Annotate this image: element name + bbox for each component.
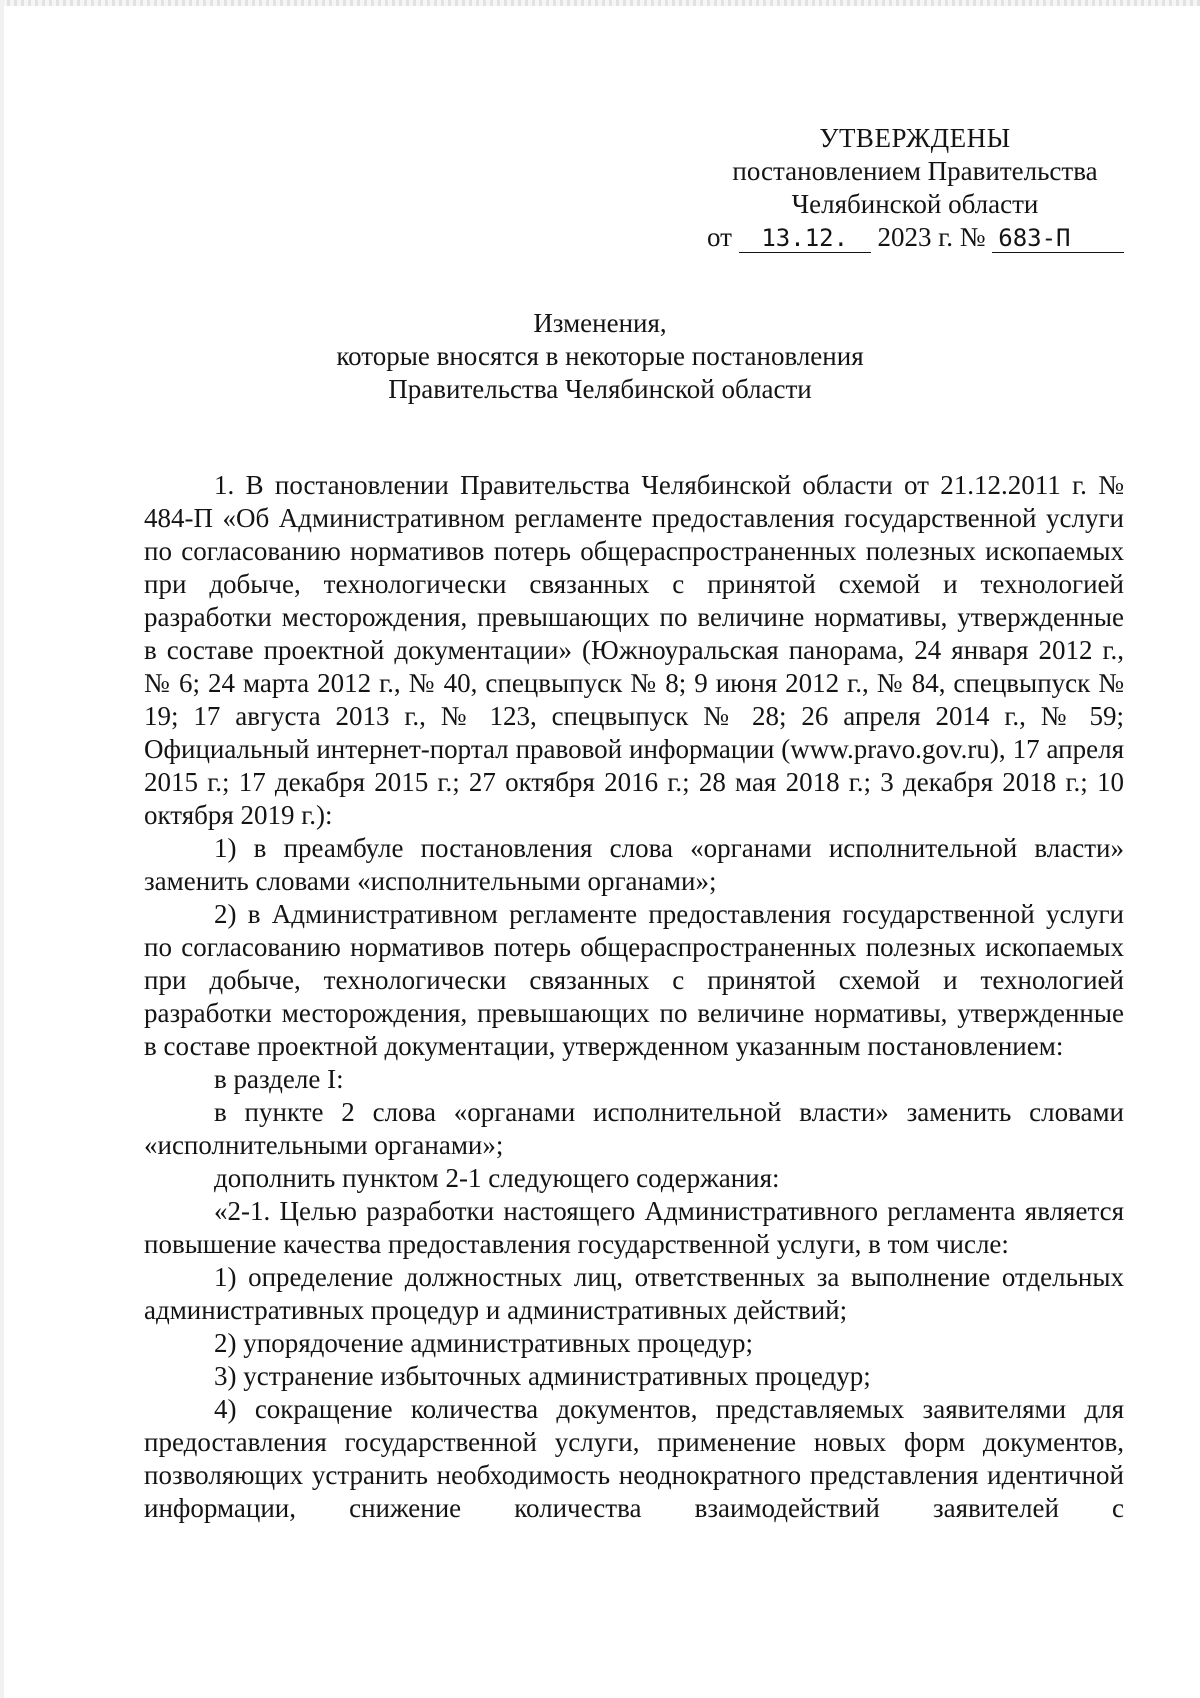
paragraph-4: в разделе I: [214, 1064, 344, 1094]
scan-top-edge [0, 0, 1200, 6]
approval-title: УТВЕРЖДЕНЫ [819, 123, 1011, 153]
approval-date-line [700, 221, 1130, 254]
paragraph-2: 1) в преамбуле постановления слова «органами исполнительной власти» заменить словами «исполнительными органами»; [144, 833, 1124, 896]
paragraph-7: «2-1. Целью разработки настоящего Административного регламента является повышение качества предоставления государственной услуги, в том числе: [144, 1196, 1124, 1259]
document-heading [0, 307, 1200, 406]
paragraph-1: 1. В постановлении Правительства Челябинской области от 21.12.2011 г. № 484-П «Об Административном регламенте предоставления государственной услуги по согласованию нормативов потерь общераспространенных полезных ископаемых при добыче, технологически связанных с принятой схемой и технологией разработки месторождения, превышающих по величине нормативы, утвержденные в составе проектной документации» (Южноуральская панорама, 24 января 2012 г., № 6; 24 марта 2012 г., № 40, спецвыпуск № 8; 9 июня 2012 г., № 84, спецвыпуск № 19; 17 августа 2013 г., № 123, спецвыпуск № 28; 26 апреля 2014 г., № 59; Официальный интернет-портал правовой информации (www.pravo.gov.ru), 17 апреля 2015 г.; 17 декабря 2015 г.; 27 октября 2016 г.; 28 мая 2018 г.; 3 декабря 2018 г.; 10 октября 2019 г.): [144, 470, 1124, 830]
paragraph-11: 4) сокращение количества документов, представляемых заявителями для предоставления государственной услуги, применение новых форм документов, позволяющих устранить необходимость неоднократного представления идентичной информации, снижение количества взаимодействий заявителей с [144, 1394, 1124, 1523]
approval-line-1: постановлением Правительства [732, 156, 1098, 186]
paragraph-5: в пункте 2 слова «органами исполнительной власти» заменить словами «исполнительными органами»; [144, 1097, 1124, 1160]
paragraph-10: 3) устранение избыточных административных процедур; [214, 1361, 871, 1391]
document-body [144, 469, 1124, 1525]
paragraph-9: 2) упорядочение административных процедур; [214, 1328, 753, 1358]
approval-line-2: Челябинской области [791, 189, 1039, 219]
approval-number: 683-П [992, 224, 1124, 253]
paragraph-8: 1) определение должностных лиц, ответственных за выполнение отдельных административных процедур и административных действий; [144, 1262, 1124, 1325]
paragraph-3: 2) в Административном регламенте предоставления государственной услуги по согласованию нормативов потерь общераспространенных полезных ископаемых при добыче, технологически связанных с принятой схемой и технологией разработки месторождения, превышающих по величине нормативы, утвержденные в составе проектной документации, утвержденном указанным постановлением: [144, 899, 1124, 1061]
approval-date: 13.12. [739, 224, 871, 253]
paragraph-6: дополнить пунктом 2-1 следующего содержания: [214, 1163, 780, 1193]
heading-line-2: которые вносятся в некоторые постановления [336, 341, 864, 371]
date-prefix: от [707, 222, 732, 252]
approval-year: 2023 г. № [877, 222, 986, 252]
scan-left-edge [0, 0, 4, 1698]
approval-block [700, 122, 1130, 254]
heading-line-3: Правительства Челябинской области [388, 374, 812, 404]
heading-line-1: Изменения, [533, 308, 667, 338]
